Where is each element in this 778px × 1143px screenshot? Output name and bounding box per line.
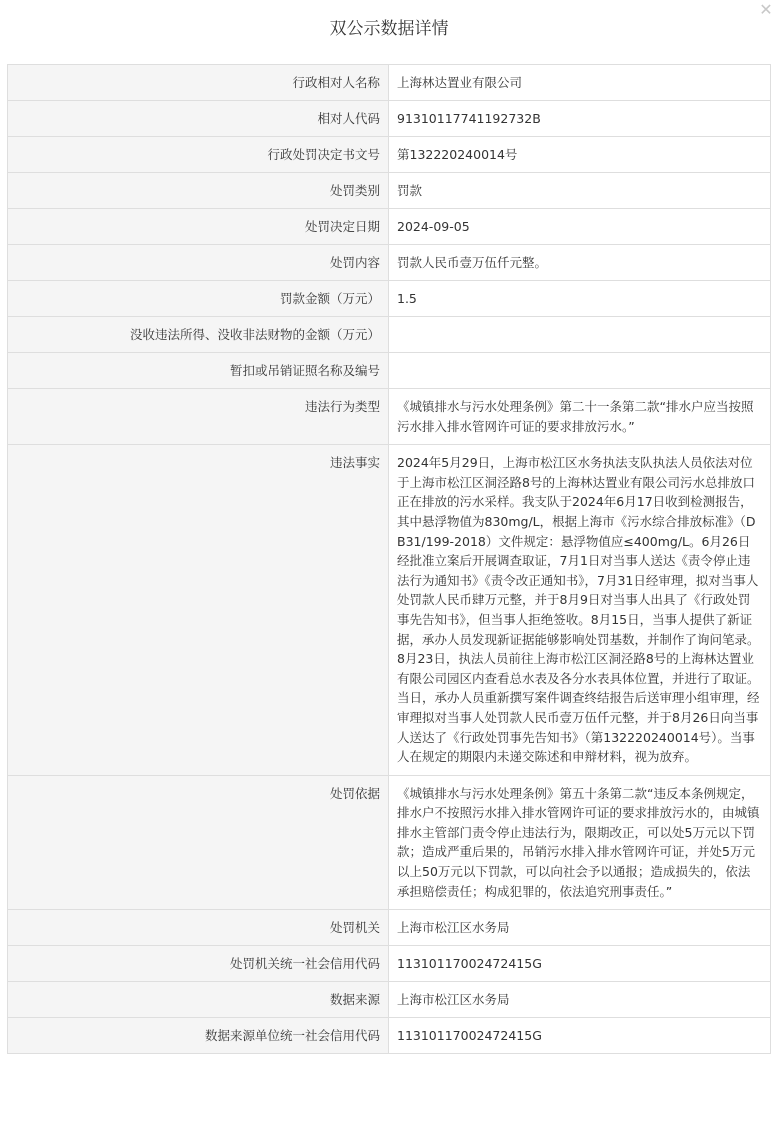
row-label: 行政相对人名称 bbox=[8, 65, 389, 101]
row-value: 第132220240014号 bbox=[389, 137, 771, 173]
row-value bbox=[389, 353, 771, 389]
table-row bbox=[8, 1018, 771, 1054]
row-label: 处罚内容 bbox=[8, 245, 389, 281]
row-value: 2024年5月29日，上海市松江区水务执法支队执法人员依法对位于上海市松江区洞泾路8号的上海林达置业有限公司污水总排放口正在排放的污水采样。我支队于2024年6月17日收到检测报告，其中悬浮物值为830mg/L，根据上海市《污水综合排放标准》（DB31/199-2018）文件规定：悬浮物值应≤400mg/L。6月26日经批准立案后开展调查取证，7月1日对当事人送达《责令停止违法行为通知书》《责令改正通知书》，7月31日经审理，拟对当事人处罚款人民币肆万元整，并于8月9日对当事人出具了《行政处罚事先告知书》，但当事人拒绝签收。8月15日，当事人提供了新证据，承办人员发现新证据能够影响处罚基数，并制作了询问笔录。8月23日，执法人员前往上海市松江区洞泾路8号的上海林达置业有限公司园区内查看总水表及各分水表具体位置，并进行了取证。当日，承办人员重新撰写案件调查终结报告后送审理小组审理，经审理拟对当事人处罚款人民币壹万伍仟元整，并于8月26日向当事人送达了《行政处罚事先告知书》（第132220240014号）。当事人在规定的期限内未递交陈述和申辩材料，视为放弃。 bbox=[389, 445, 771, 776]
table-row bbox=[8, 910, 771, 946]
row-label: 处罚机关 bbox=[8, 910, 389, 946]
table-row bbox=[8, 209, 771, 245]
table-row bbox=[8, 65, 771, 101]
table-row bbox=[8, 317, 771, 353]
table-row bbox=[8, 281, 771, 317]
row-label: 数据来源单位统一社会信用代码 bbox=[8, 1018, 389, 1054]
row-label: 处罚类别 bbox=[8, 173, 389, 209]
row-label: 处罚决定日期 bbox=[8, 209, 389, 245]
row-value: 2024-09-05 bbox=[389, 209, 771, 245]
detail-table bbox=[7, 64, 771, 1054]
row-value: 11310117002472415G bbox=[389, 1018, 771, 1054]
row-value: 罚款 bbox=[389, 173, 771, 209]
table-row bbox=[8, 101, 771, 137]
row-value: 上海林达置业有限公司 bbox=[389, 65, 771, 101]
row-value bbox=[389, 317, 771, 353]
row-label: 处罚依据 bbox=[8, 775, 389, 910]
row-label: 违法事实 bbox=[8, 445, 389, 776]
table-row bbox=[8, 775, 771, 910]
row-value: 《城镇排水与污水处理条例》第二十一条第二款“排水户应当按照污水排入排水管网许可证的要求排放污水。” bbox=[389, 389, 771, 445]
row-label: 数据来源 bbox=[8, 982, 389, 1018]
row-label: 行政处罚决定书文号 bbox=[8, 137, 389, 173]
row-label: 处罚机关统一社会信用代码 bbox=[8, 946, 389, 982]
row-value: 罚款人民币壹万伍仟元整。 bbox=[389, 245, 771, 281]
row-value: 11310117002472415G bbox=[389, 946, 771, 982]
row-value: 上海市松江区水务局 bbox=[389, 982, 771, 1018]
table-row bbox=[8, 137, 771, 173]
row-value: 《城镇排水与污水处理条例》第五十条第二款“违反本条例规定，排水户不按照污水排入排水管网许可证的要求排放污水的，由城镇排水主管部门责令停止违法行为，限期改正，可以处5万元以下罚款；造成严重后果的，吊销污水排入排水管网许可证，并处5万元以上50万元以下罚款，可以向社会予以通报；造成损失的，依法承担赔偿责任；构成犯罪的，依法追究刑事责任。” bbox=[389, 775, 771, 910]
table-row bbox=[8, 982, 771, 1018]
row-value: 1.5 bbox=[389, 281, 771, 317]
row-label: 相对人代码 bbox=[8, 101, 389, 137]
table-row bbox=[8, 173, 771, 209]
table-row bbox=[8, 353, 771, 389]
table-row bbox=[8, 245, 771, 281]
row-value: 上海市松江区水务局 bbox=[389, 910, 771, 946]
row-label: 违法行为类型 bbox=[8, 389, 389, 445]
table-row bbox=[8, 389, 771, 445]
row-label: 罚款金额（万元） bbox=[8, 281, 389, 317]
row-value: 91310117741192732B bbox=[389, 101, 771, 137]
dialog-title: 双公示数据详情 bbox=[329, 19, 449, 39]
row-label: 暂扣或吊销证照名称及编号 bbox=[8, 353, 389, 389]
row-label: 没收违法所得、没收非法财物的金额（万元） bbox=[8, 317, 389, 353]
table-row bbox=[8, 946, 771, 982]
table-row bbox=[8, 445, 771, 776]
close-icon[interactable]: ✕ bbox=[759, 0, 773, 19]
